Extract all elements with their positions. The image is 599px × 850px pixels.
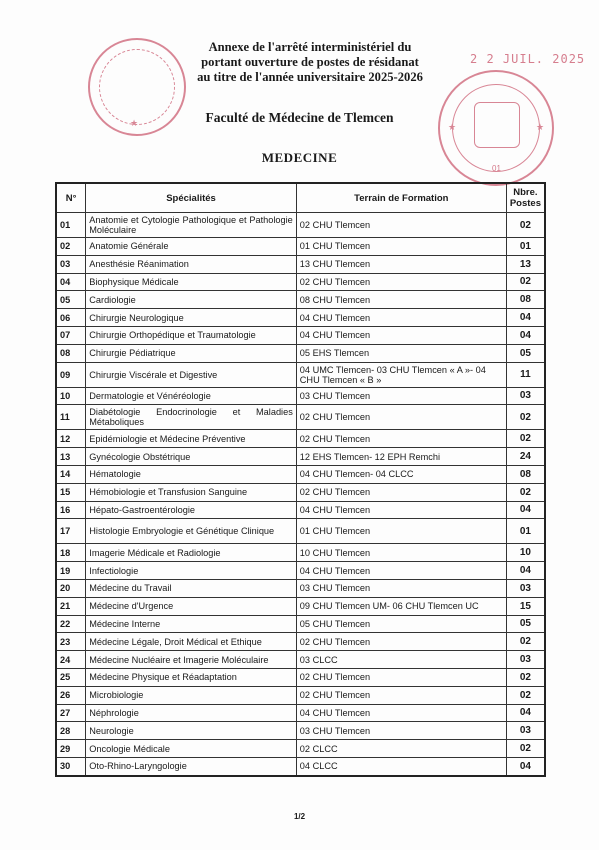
row-number: 19 (56, 562, 86, 580)
table-row (56, 362, 545, 387)
row-number: 18 (56, 544, 86, 562)
terrain-cell: 02 CHU Tlemcen (296, 430, 506, 448)
table-row (56, 309, 545, 327)
terrain-cell: 03 CHU Tlemcen (296, 722, 506, 740)
stamp-star-icon: ★ (448, 122, 457, 132)
terrain-cell: 04 CHU Tlemcen- 04 CLCC (296, 465, 506, 483)
stamp-star-icon: ★ (536, 122, 545, 132)
table-row (56, 273, 545, 291)
terrain-cell: 04 CHU Tlemcen (296, 704, 506, 722)
table-row (56, 668, 545, 686)
specialite-cell: Cardiologie (86, 291, 297, 309)
table-row (56, 722, 545, 740)
terrain-cell: 03 CHU Tlemcen (296, 579, 506, 597)
postes-cell: 02 (506, 273, 545, 291)
table-row (56, 255, 545, 273)
row-number: 02 (56, 238, 86, 256)
row-number: 09 (56, 362, 86, 387)
header-terrain: Terrain de Formation (296, 183, 506, 213)
row-number: 24 (56, 651, 86, 669)
table-row (56, 213, 545, 238)
postes-cell: 02 (506, 668, 545, 686)
terrain-cell: 03 CHU Tlemcen (296, 387, 506, 405)
document-header (160, 40, 460, 85)
row-number: 21 (56, 597, 86, 615)
specialite-cell: Diabétologie Endocrinologie et Maladies Métaboliques (86, 405, 297, 430)
stamp-number: 01 (492, 164, 501, 173)
row-number: 28 (56, 722, 86, 740)
specialite-cell: Médecine Physique et Réadaptation (86, 668, 297, 686)
table-row (56, 326, 545, 344)
table-row (56, 757, 545, 775)
postes-cell: 04 (506, 562, 545, 580)
specialite-cell: Biophysique Médicale (86, 273, 297, 291)
table-body (56, 213, 545, 776)
specialite-cell: Neurologie (86, 722, 297, 740)
row-number: 08 (56, 344, 86, 362)
terrain-cell: 02 CLCC (296, 740, 506, 758)
row-number: 29 (56, 740, 86, 758)
date-stamp: 2 2 JUIL. 2025 (470, 52, 586, 66)
terrain-cell: 04 UMC Tlemcen- 03 CHU Tlemcen « A »- 04 CHU Tlemcen « B » (296, 362, 506, 387)
postes-cell: 02 (506, 740, 545, 758)
table-row (56, 501, 545, 519)
terrain-cell: 04 CHU Tlemcen (296, 562, 506, 580)
postes-cell: 02 (506, 483, 545, 501)
table-row (56, 615, 545, 633)
specialite-cell: Médecine Nucléaire et Imagerie Moléculaire (86, 651, 297, 669)
terrain-cell: 04 CHU Tlemcen (296, 501, 506, 519)
postes-cell: 03 (506, 722, 545, 740)
postes-cell: 01 (506, 519, 545, 544)
row-number: 03 (56, 255, 86, 273)
terrain-cell: 10 CHU Tlemcen (296, 544, 506, 562)
row-number: 25 (56, 668, 86, 686)
postes-cell: 01 (506, 238, 545, 256)
terrain-cell: 02 CHU Tlemcen (296, 405, 506, 430)
specialite-cell: Chirurgie Neurologique (86, 309, 297, 327)
terrain-cell: 02 CHU Tlemcen (296, 213, 506, 238)
table-row (56, 686, 545, 704)
terrain-cell: 02 CHU Tlemcen (296, 483, 506, 501)
stamp-star-icon: ★ (130, 118, 139, 128)
postes-cell: 02 (506, 686, 545, 704)
specialite-cell: Microbiologie (86, 686, 297, 704)
row-number: 05 (56, 291, 86, 309)
table-row (56, 704, 545, 722)
faculty-title: Faculté de Médecine de Tlemcen (205, 110, 394, 125)
postes-cell: 10 (506, 544, 545, 562)
postes-cell: 11 (506, 362, 545, 387)
table-row (56, 579, 545, 597)
specialite-cell: Anesthésie Réanimation (86, 255, 297, 273)
specialite-cell: Hématologie (86, 465, 297, 483)
row-number: 16 (56, 501, 86, 519)
table-row (56, 740, 545, 758)
header-no: N° (56, 183, 86, 213)
table-row (56, 344, 545, 362)
terrain-cell: 13 CHU Tlemcen (296, 255, 506, 273)
row-number: 01 (56, 213, 86, 238)
postes-cell: 05 (506, 344, 545, 362)
specialite-cell: Chirurgie Pédiatrique (86, 344, 297, 362)
row-number: 04 (56, 273, 86, 291)
table-row (56, 448, 545, 466)
terrain-cell: 05 EHS Tlemcen (296, 344, 506, 362)
specialite-cell: Anatomie et Cytologie Pathologique et Pathologie Moléculaire (86, 213, 297, 238)
table-header-row (56, 183, 545, 213)
terrain-cell: 02 CHU Tlemcen (296, 273, 506, 291)
specialite-cell: Oncologie Médicale (86, 740, 297, 758)
specialite-cell: Hémobiologie et Transfusion Sanguine (86, 483, 297, 501)
specialite-cell: Médecine d'Urgence (86, 597, 297, 615)
specialite-cell: Chirurgie Viscérale et Digestive (86, 362, 297, 387)
postes-cell: 02 (506, 213, 545, 238)
specialite-cell: Anatomie Générale (86, 238, 297, 256)
postes-cell: 03 (506, 579, 545, 597)
terrain-cell: 02 CHU Tlemcen (296, 633, 506, 651)
specialite-cell: Oto-Rhino-Laryngologie (86, 757, 297, 775)
specialite-cell: Gynécologie Obstétrique (86, 448, 297, 466)
table-row (56, 651, 545, 669)
terrain-cell: 01 CHU Tlemcen (296, 519, 506, 544)
postes-cell: 08 (506, 465, 545, 483)
row-number: 15 (56, 483, 86, 501)
postes-cell: 03 (506, 651, 545, 669)
header-postes: Nbre. Postes (506, 183, 545, 213)
header-line-1: Annexe de l'arrêté interministériel du (208, 40, 412, 54)
terrain-cell: 09 CHU Tlemcen UM- 06 CHU Tlemcen UC (296, 597, 506, 615)
specialite-cell: Dermatologie et Vénéréologie (86, 387, 297, 405)
terrain-cell: 04 CHU Tlemcen (296, 326, 506, 344)
row-number: 22 (56, 615, 86, 633)
postes-cell: 13 (506, 255, 545, 273)
postes-table (55, 182, 546, 777)
postes-cell: 04 (506, 501, 545, 519)
terrain-cell: 03 CLCC (296, 651, 506, 669)
row-number: 20 (56, 579, 86, 597)
header-specialite: Spécialités (86, 183, 297, 213)
table-row (56, 597, 545, 615)
row-number: 13 (56, 448, 86, 466)
row-number: 12 (56, 430, 86, 448)
terrain-cell: 02 CHU Tlemcen (296, 686, 506, 704)
row-number: 23 (56, 633, 86, 651)
postes-cell: 24 (506, 448, 545, 466)
terrain-cell: 04 CLCC (296, 757, 506, 775)
row-number: 10 (56, 387, 86, 405)
table-row (56, 465, 545, 483)
row-number: 06 (56, 309, 86, 327)
specialite-cell: Infectiologie (86, 562, 297, 580)
postes-cell: 08 (506, 291, 545, 309)
row-number: 14 (56, 465, 86, 483)
postes-cell: 04 (506, 704, 545, 722)
specialite-cell: Chirurgie Orthopédique et Traumatologie (86, 326, 297, 344)
row-number: 11 (56, 405, 86, 430)
postes-cell: 04 (506, 309, 545, 327)
table-row (56, 405, 545, 430)
table-row (56, 291, 545, 309)
table-row (56, 519, 545, 544)
specialite-cell: Médecine Légale, Droit Médical et Ethique (86, 633, 297, 651)
postes-cell: 15 (506, 597, 545, 615)
table-row (56, 387, 545, 405)
terrain-cell: 12 EHS Tlemcen- 12 EPH Remchi (296, 448, 506, 466)
page-number: 1/2 (293, 812, 306, 821)
row-number: 17 (56, 519, 86, 544)
row-number: 07 (56, 326, 86, 344)
row-number: 30 (56, 757, 86, 775)
table-row (56, 238, 545, 256)
postes-cell: 02 (506, 405, 545, 430)
table-row (56, 562, 545, 580)
terrain-cell: 05 CHU Tlemcen (296, 615, 506, 633)
postes-cell: 02 (506, 633, 545, 651)
header-line-2: portant ouverture de postes de résidanat (201, 55, 419, 69)
table-row (56, 633, 545, 651)
postes-cell: 04 (506, 757, 545, 775)
specialite-cell: Médecine Interne (86, 615, 297, 633)
specialite-cell: Néphrologie (86, 704, 297, 722)
postes-cell: 02 (506, 430, 545, 448)
table-row (56, 430, 545, 448)
row-number: 27 (56, 704, 86, 722)
specialite-cell: Médecine du Travail (86, 579, 297, 597)
terrain-cell: 02 CHU Tlemcen (296, 668, 506, 686)
specialite-cell: Imagerie Médicale et Radiologie (86, 544, 297, 562)
table-row (56, 483, 545, 501)
table-row (56, 544, 545, 562)
row-number: 26 (56, 686, 86, 704)
postes-cell: 04 (506, 326, 545, 344)
terrain-cell: 01 CHU Tlemcen (296, 238, 506, 256)
section-title: MEDECINE (261, 150, 338, 165)
postes-cell: 05 (506, 615, 545, 633)
postes-cell: 03 (506, 387, 545, 405)
terrain-cell: 08 CHU Tlemcen (296, 291, 506, 309)
terrain-cell: 04 CHU Tlemcen (296, 309, 506, 327)
specialite-cell: Hépato-Gastroentérologie (86, 501, 297, 519)
specialite-cell: Epidémiologie et Médecine Préventive (86, 430, 297, 448)
specialite-cell: Histologie Embryologie et Génétique Clinique (86, 519, 297, 544)
header-line-3: au titre de l'année universitaire 2025-2026 (197, 70, 423, 84)
